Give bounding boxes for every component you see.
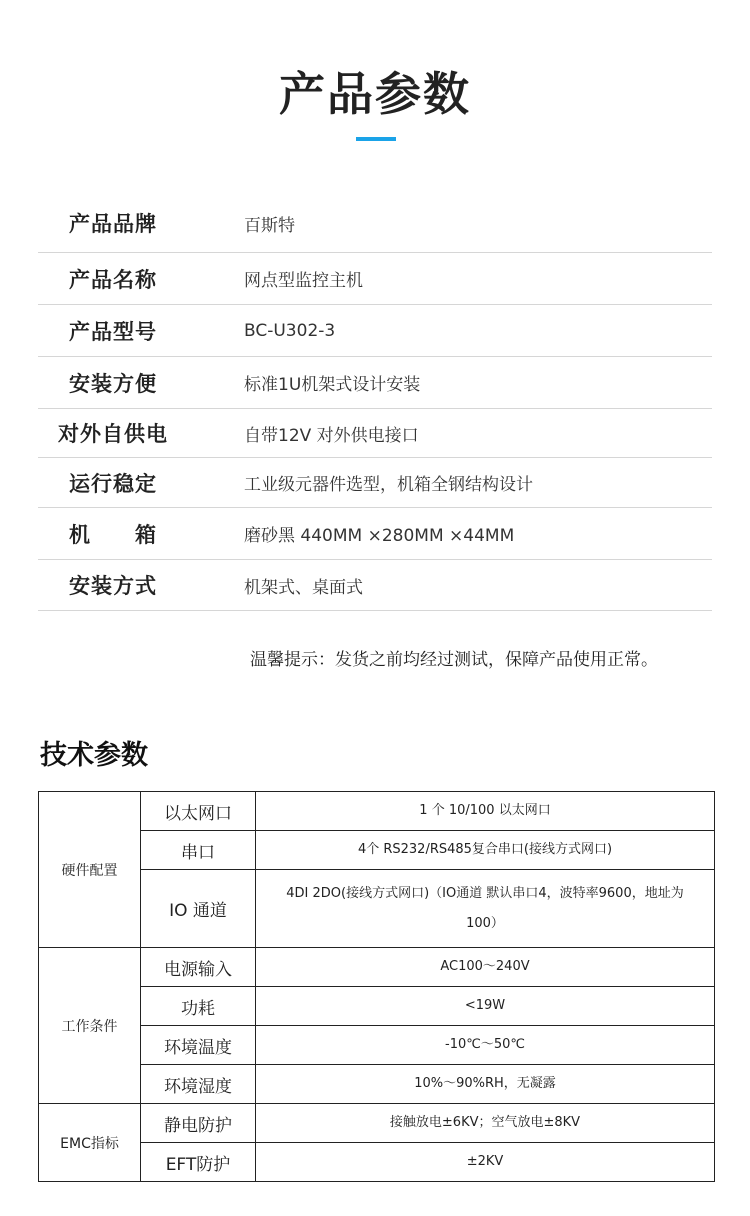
product-params-list [38,194,712,611]
param-value: 网点型监控主机 [244,271,363,291]
key-cell: 功耗 [141,987,256,1026]
param-value: 自带12V 对外供电接口 [244,425,419,446]
param-label: 产品名称 [69,267,157,292]
key-cell: 电源输入 [141,948,256,987]
param-row [38,253,712,305]
page-title: 产品参数 [279,67,471,121]
table-row [39,1065,715,1104]
param-value: 百斯特 [244,215,295,236]
param-label: 机 箱 [69,522,157,547]
key-cell: 静电防护 [141,1104,256,1143]
value-cell: 4个 RS232/RS485复合串口(接线方式网口) [256,831,715,870]
param-label: 安装方式 [69,574,157,598]
param-row [38,508,712,560]
table-row [39,831,715,870]
param-label: 产品型号 [69,319,157,344]
table-row [39,1026,715,1065]
value-cell: 1 个 10/100 以太网口 [256,792,715,831]
param-value: 机架式、桌面式 [244,577,363,598]
key-cell: 串口 [141,831,256,870]
key-cell: EFT防护 [141,1143,256,1182]
value-cell: -10℃～50℃ [256,1026,715,1065]
table-row [39,792,715,831]
value-cell: 10%～90%RH，无凝露 [256,1065,715,1104]
table-row [39,1143,715,1182]
table-row [39,948,715,987]
param-row [38,560,712,611]
table-row [39,987,715,1026]
param-row [38,458,712,508]
tech-params-table [38,791,715,1182]
title-accent-bar [356,137,396,141]
key-cell: 环境湿度 [141,1065,256,1104]
param-row [38,409,712,458]
value-cell: ±2KV [256,1143,715,1182]
param-value: BC-U302-3 [244,320,336,341]
param-row [38,305,712,357]
param-value: 工业级元器件选型，机箱全钢结构设计 [244,475,533,495]
value-cell: AC100～240V [256,948,715,987]
param-label: 运行稳定 [69,471,157,496]
group-cell: 硬件配置 [39,792,141,948]
value-cell: 接触放电±6KV；空气放电±8KV [256,1104,715,1143]
group-cell: EMC指标 [39,1104,141,1182]
group-cell: 工作条件 [39,948,141,1104]
param-value: 磨砂黑 440MM ×280MM ×44MM [244,526,515,546]
table-row [39,1104,715,1143]
param-value: 标准1U机架式设计安装 [244,375,421,395]
table-row [39,870,715,948]
value-cell: 4DI 2DO(接线方式网口)（IO通道 默认串口4，波特率9600，地址为100） [256,870,715,948]
tech-section-title: 技术参数 [40,740,148,771]
param-row [38,357,712,409]
key-cell: 环境温度 [141,1026,256,1065]
param-label: 产品品牌 [69,212,157,236]
value-cell: <19W [256,987,715,1026]
key-cell: 以太网口 [141,792,256,831]
key-cell: IO 通道 [141,870,256,948]
param-label: 对外自供电 [58,422,168,446]
tip-text: 温馨提示：发货之前均经过测试，保障产品使用正常。 [250,650,658,670]
param-row [38,194,712,253]
param-label: 安装方便 [69,371,157,396]
